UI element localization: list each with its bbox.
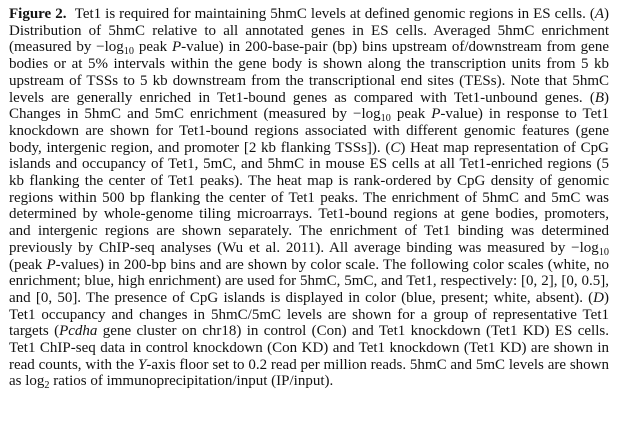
caption-segment: A bbox=[594, 6, 604, 22]
caption-segment: ) Tet1 occupancy and changes in 5hmC/5mC levels are shown for a group of representative Tet1 targets ( bbox=[9, 289, 609, 340]
caption-segment: ) Changes in 5hmC and 5mC enrichment (measured by −log bbox=[9, 89, 609, 123]
caption-segment: C bbox=[390, 139, 401, 156]
caption-segment: Pcdha bbox=[59, 323, 98, 340]
caption-segment: D bbox=[593, 289, 604, 306]
caption-segment: -axis floor set to 0.2 read per million reads. 5hmC and 5mC levels are shown as log bbox=[9, 356, 609, 390]
caption-segment: 10 bbox=[598, 246, 609, 258]
caption-segment: B bbox=[594, 89, 604, 106]
caption-segment: Y bbox=[138, 356, 147, 373]
caption-segment: ) Distribution of 5hmC relative to all annotated genes in ES cells. Averaged 5hmC enrichment (measured by −log bbox=[9, 6, 609, 56]
figure-caption bbox=[9, 6, 609, 390]
caption-segment: -value) in response to Tet1 knockdown are shown for Tet1-bound regions associated with different genomic features (gene body, intergenic region, and promoter [2 kb flanking TSSs]). ( bbox=[9, 106, 609, 156]
caption-segment: 10 bbox=[123, 46, 134, 58]
caption-segment: P bbox=[431, 106, 441, 123]
caption-segment: peak bbox=[390, 106, 432, 123]
caption-segment: P bbox=[46, 256, 56, 273]
caption-segment: -values) in 200-bp bins and are shown by color scale. The following color scales (white, no enrichment; blue, high enrichment) are used for 5hmC, 5mC, and Tet1, respectively: [0, 2], [0, 0.5], and [0, 50]. The presence of CpG islands is displayed in color (blue, present; white, absent). ( bbox=[9, 256, 609, 306]
caption-segment: peak bbox=[133, 39, 172, 56]
caption-segment: gene cluster on chr18) in control (Con) and Tet1 knockdown (Tet1 KD) ES cells. Tet1 ChIP-seq data in control knockdown (Con KD) and Tet1 knockdown (Tet1 KD) are shown in read counts, with the bbox=[9, 323, 609, 373]
figure-label: Figure 2. bbox=[9, 6, 67, 22]
caption-segment: (peak bbox=[9, 256, 47, 273]
caption-text bbox=[9, 6, 609, 392]
caption-segment: 10 bbox=[380, 113, 391, 125]
caption-segment: 2 bbox=[44, 380, 50, 392]
caption-segment: -value) in 200-base-pair (bp) bins upstream of/downstream from gene bodies or at 5% intervals within the gene body is shown along the transcription units from 5 kb upstream of TSSs to 5 kb downstream from the transcriptional end sites (TESs). Note that 5hmC levels are generally enriched in Tet1-bound genes as compared with Tet1-unbound genes. ( bbox=[9, 39, 609, 106]
caption-segment: ) Heat map representation of CpG islands and occupancy of Tet1, 5mC, and 5hmC in mouse ES cells at all Tet1-enriched regions (5 kb flanking the center of Tet1 peaks). The heat map is rank-ordered by CpG density of genomic regions within 500 bp flanking the center of Tet1 peaks. The enrichment of 5hmC and 5mC was determined by whole-genome tiling microarrays. Tet1-bound regions at gene bodies, promoters, and intergenic regions are shown separately. The enrichment of Tet1 binding was determined previously by ChIP-seq analyses (Wu et al. 2011). All average binding was measured by −log bbox=[9, 139, 609, 256]
caption-segment: ratios of immunoprecipitation/input (IP/input). bbox=[49, 373, 334, 390]
caption-segment: Tet1 is required for maintaining 5hmC levels at defined genomic regions in ES cells. ( bbox=[74, 6, 595, 22]
caption-segment: P bbox=[172, 39, 182, 56]
